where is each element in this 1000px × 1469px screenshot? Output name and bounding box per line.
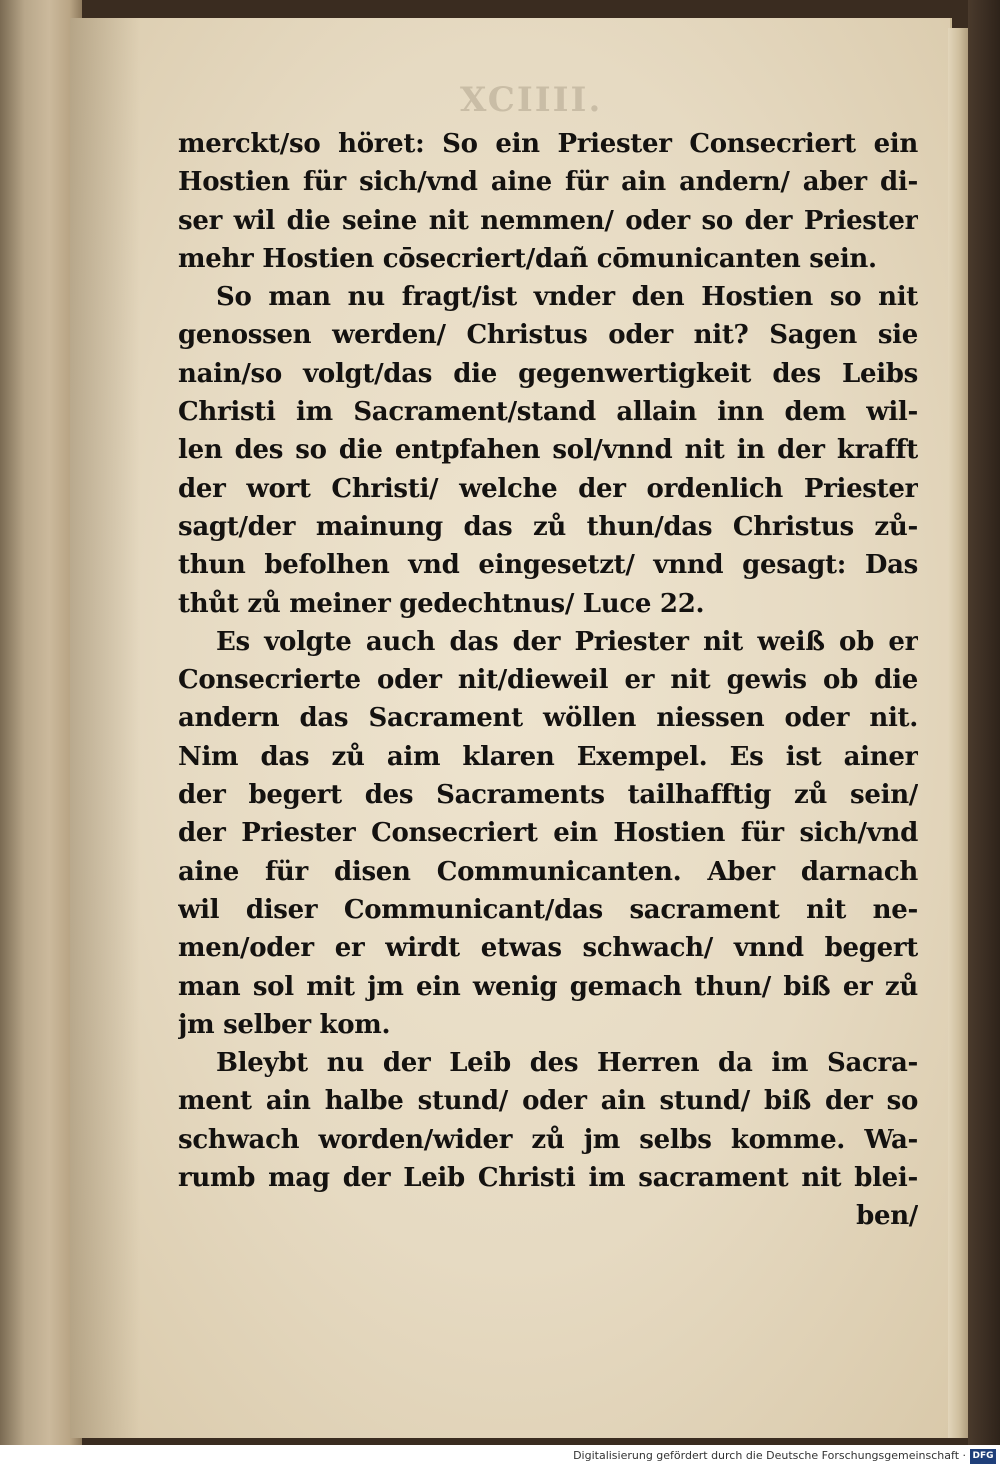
text-line: thun befolhen vnd eingesetzt/ vnnd gesagt: Das [178,550,918,581]
text-line: Nim das zů aim klaren Exempel. Es ist ainer [178,741,918,772]
text-line: genossen werden/ Christus oder nit? Sagen sie [178,320,918,351]
text-line: mehr Hostien cōsecriert/dañ cōmunicanten sein. [178,243,877,274]
text-line: wil diser Communicant/das sacrament nit ne- [178,894,918,925]
digitization-footer [0,1445,1000,1469]
text-line: nain/so volgt/das die gegenwertigkeit des Leibs [178,358,918,389]
text-line: rumb mag der Leib Christi im sacrament nit blei- [178,1163,918,1194]
text-line: jm selber kom. [178,1009,391,1040]
text-line: man sol mit jm ein wenig gemach thun/ biß er zů [178,971,918,1002]
text-line: men/oder er wirdt etwas schwach/ vnnd begert [178,933,918,964]
text-line: Consecrierte oder nit/dieweil er nit gewis ob die [178,665,918,696]
book-cover-edge [968,0,1000,1445]
book-page-edges-right [948,28,970,1438]
text-line: thůt zů meiner gedechtnus/ Luce 22. [178,588,705,619]
folio-number: XCIIII. [460,80,603,120]
text-line: sagt/der mainung das zů thun/das Christus zů- [178,511,918,542]
text-line: Bleybt nu der Leib des Herren da im Sacra- [216,1048,918,1079]
body-text [178,125,918,1236]
text-line: schwach worden/wider zů jm selbs komme. Wa- [178,1124,918,1155]
dfg-logo: DFG [970,1449,996,1464]
page-gutter-shadow [70,18,140,1438]
text-line: der wort Christi/ welche der ordenlich Priester [178,473,918,504]
text-line: merckt/so höret: So ein Priester Consecriert ein [178,129,918,159]
text-line: der Priester Consecriert ein Hostien für sich/vnd [178,818,918,849]
text-line: So man nu fragt/ist vnder den Hostien so nit [216,282,918,313]
text-line: der begert des Sacraments tailhafftig zů sein/ [178,780,918,811]
text-line: Es volgte auch das der Priester nit weiß ob er [216,626,918,657]
footer-credit: Digitalisierung gefördert durch die Deutsche Forschungsgemeinschaft · [573,1449,966,1462]
text-line: andern das Sacrament wöllen niessen oder nit. [178,703,918,734]
text-line: ben/ [856,1201,918,1232]
text-line: Christi im Sacrament/stand allain inn dem wil- [178,397,918,428]
text-line: ment ain halbe stund/ oder ain stund/ biß der so [178,1086,918,1117]
text-line: len des so die entpfahen sol/vnnd nit in der krafft [178,435,918,466]
text-line: ser wil die seine nit nemmen/ oder so der Priester [178,205,918,236]
text-line: Hostien für sich/vnd aine für ain andern/ aber di- [178,167,918,198]
text-line: aine für disen Communicanten. Aber darnach [178,856,918,887]
